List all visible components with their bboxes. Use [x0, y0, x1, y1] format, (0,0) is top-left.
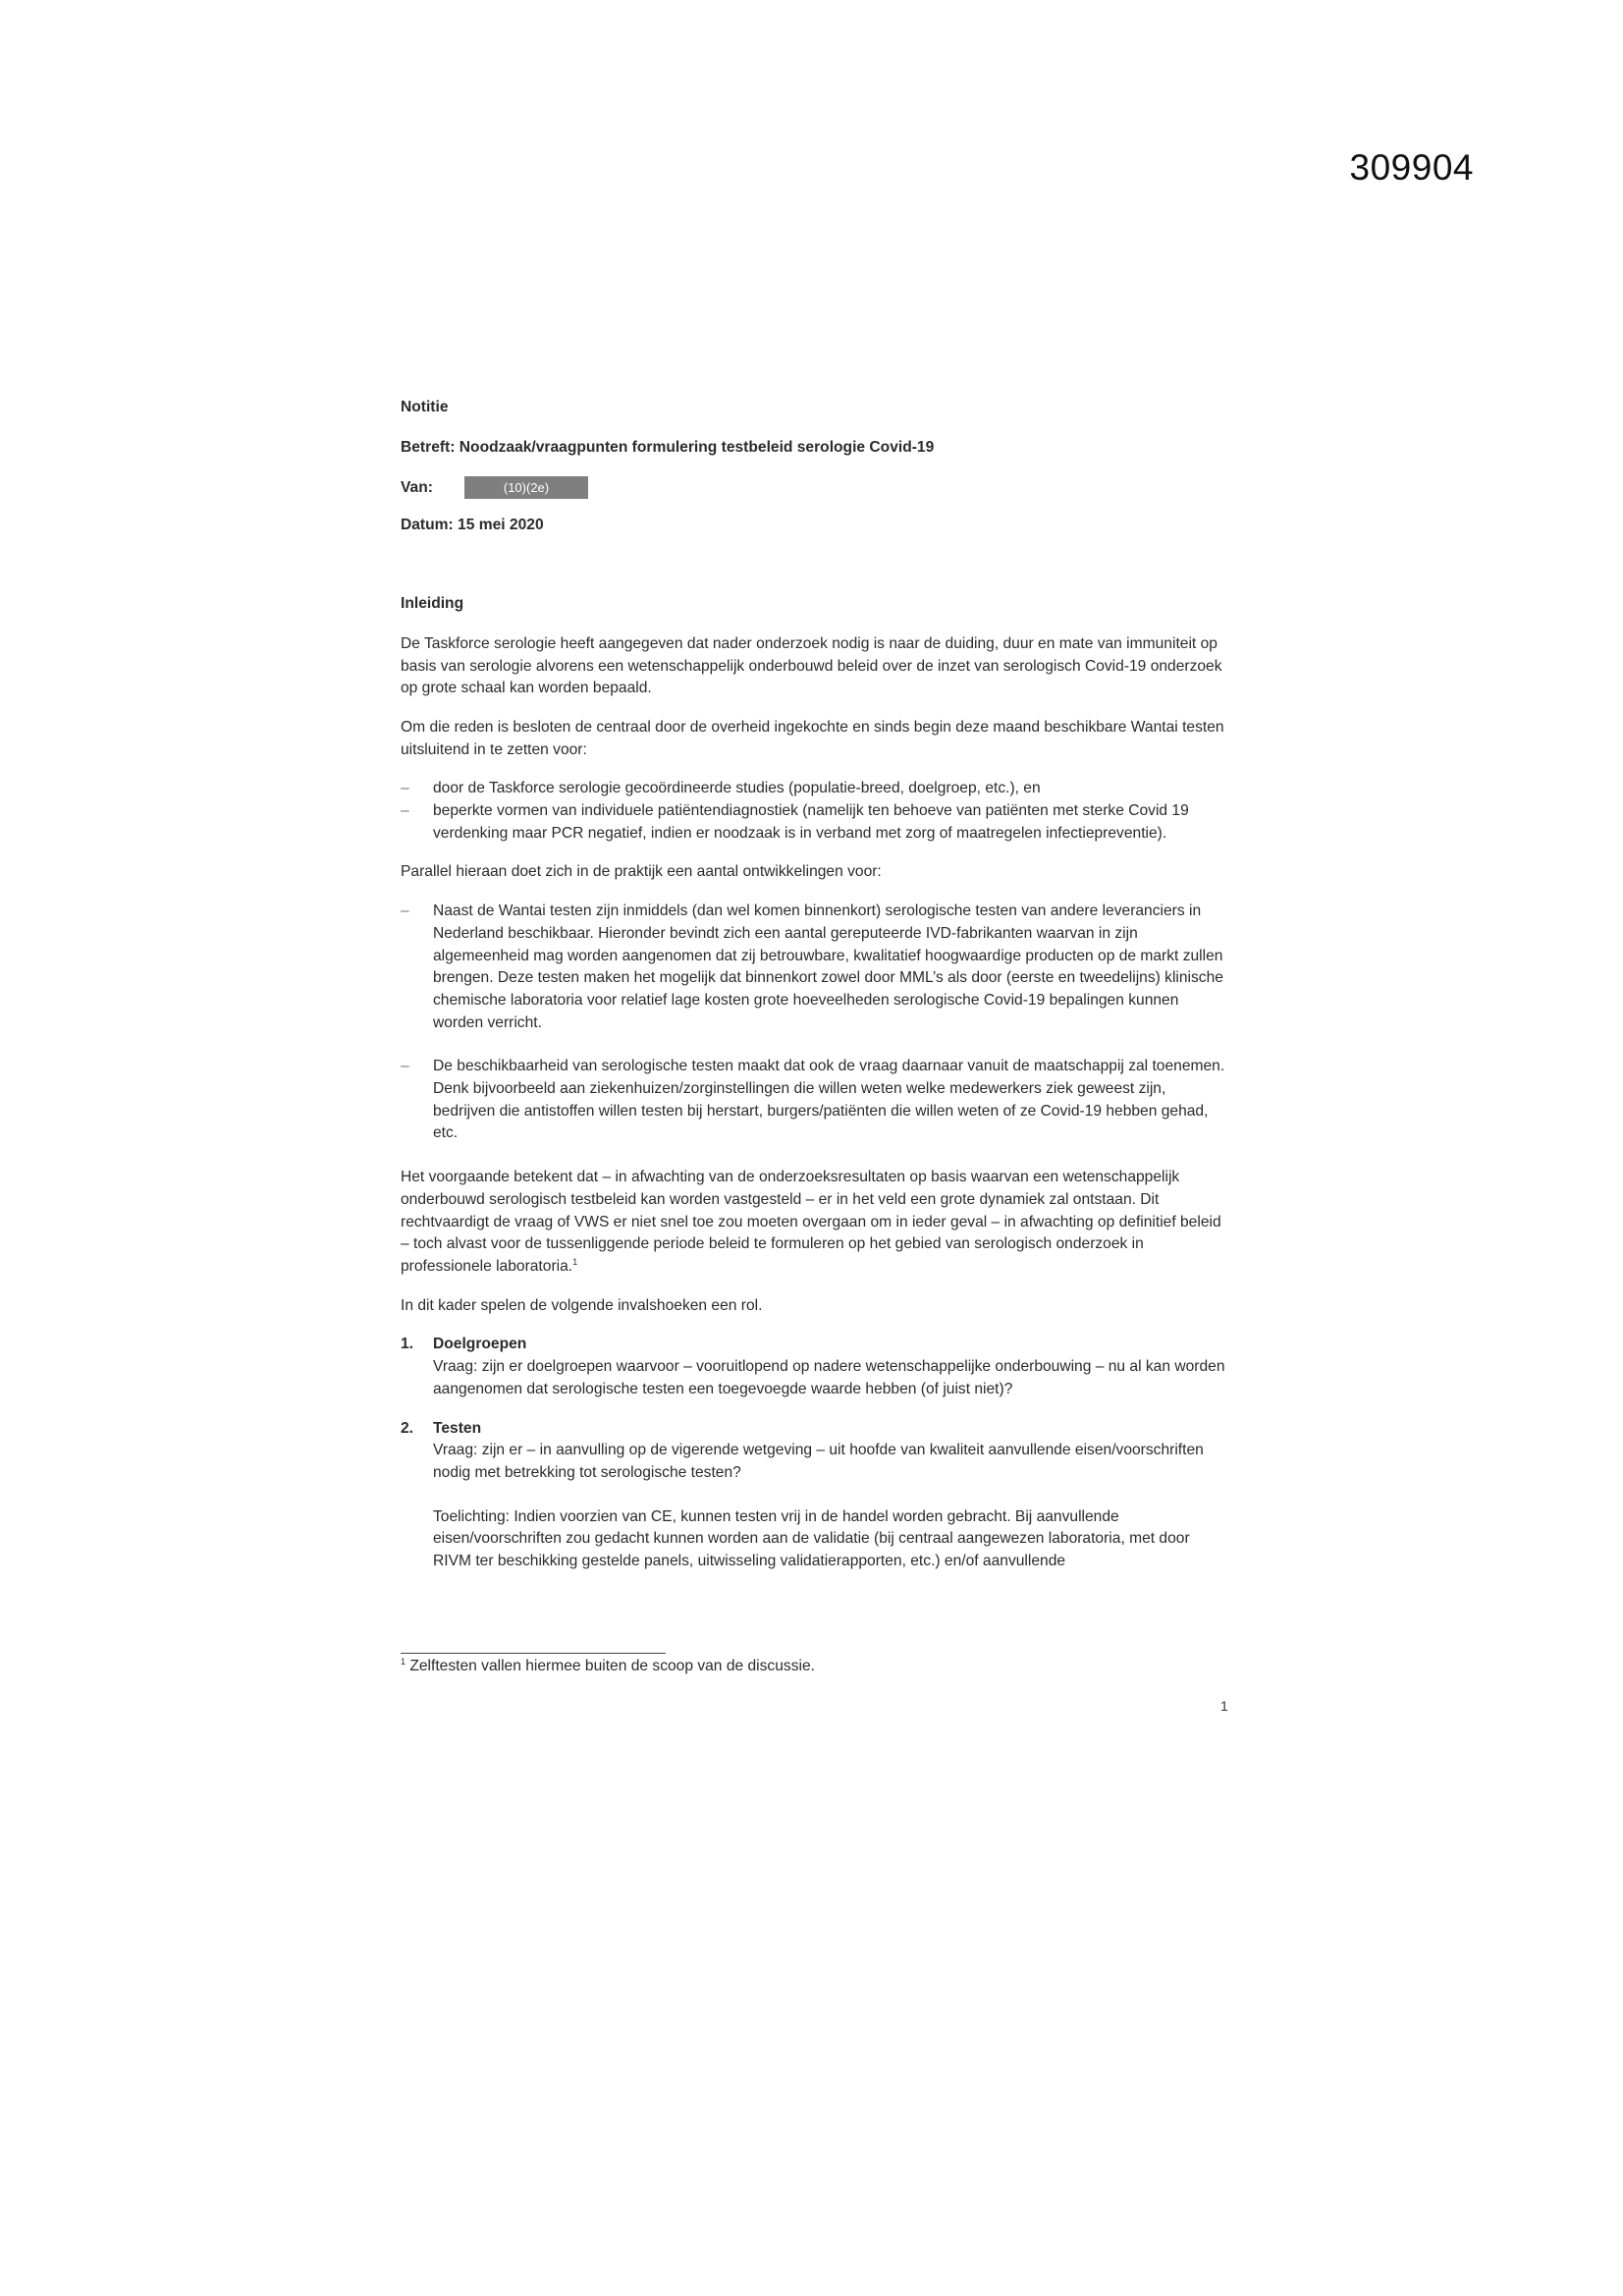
dash-bullet: – [401, 780, 409, 797]
document-body [401, 397, 1231, 1590]
section-title-inleiding: Inleiding [401, 595, 464, 613]
list-item [401, 1056, 1231, 1145]
questions-list [401, 1334, 1231, 1572]
usage-list [401, 778, 1231, 845]
footnote-text: Zelftesten vallen hiermee buiten de scoop van de discussie. [406, 1658, 815, 1674]
question-text: Vraag: zijn er – in aanvulling op de vigerende wetgeving – uit hoofde van kwaliteit aanvullende eisen/voorschriften nodig met betrekking tot serologische testen? [433, 1442, 1204, 1481]
redaction-box: (10)(2e) [464, 476, 588, 499]
paragraph-intro: De Taskforce serologie heeft aangegeven dat nader onderzoek nodig is naar de duiding, duur en mate van immuniteit op basis van serologie alvorens een wetenschappelijk onderbouwd beleid over de inzet van serologisch Covid-19 onderzoek op grote schaal kan worden bepaald. [401, 634, 1222, 697]
paragraph-framework: In dit kader spelen de volgende invalshoeken een rol. [401, 1296, 763, 1314]
list-item [401, 901, 1231, 1034]
paragraph-conclusion [401, 1167, 1231, 1279]
van-line [401, 476, 1231, 499]
document-number: 309904 [1349, 147, 1474, 188]
footnote [401, 1658, 815, 1675]
paragraph-conclusion-text: Het voorgaande betekent dat – in afwachting van de onderzoeksresultaten op basis waarvan een wetenschappelijk onderbouwd serologisch testbeleid kan worden vastgesteld – er in het veld een grote dynamiek zal ontstaan. Dit rechtvaardigt de vraag of VWS er niet snel toe zou moeten overgaan om in ieder geval – in afwachting op definitief beleid – toch alvast voor de tussenliggende periode beleid te formuleren op het gebied van serologisch onderzoek in professionele laboratoria. [401, 1169, 1221, 1275]
question-title: Testen [433, 1419, 482, 1437]
list-item [401, 800, 1231, 845]
dash-bullet: – [401, 1058, 409, 1075]
dash-bullet: – [401, 902, 409, 920]
question-item [401, 1334, 1231, 1400]
question-text: Vraag: zijn er doelgroepen waarvoor – vooruitlopend op nadere wetenschappelijke onderbouwing – nu al kan worden aangenomen dat serologische testen een toegevoegde waarde hebben (of juist niet)? [433, 1358, 1225, 1397]
question-title: Doelgroepen [433, 1336, 527, 1353]
list-item-text: De beschikbaarheid van serologische testen maakt dat ook de vraag daarnaar vanuit de maatschappij zal toenemen. Denk bijvoorbeeld aan ziekenhuizen/zorginstellingen die willen weten welke medewerkers ziek geweest zijn, bedrijven die antistoffen willen testen bij herstart, burgers/patiënten die willen weten of ze Covid-19 hebben gehad, etc. [433, 1058, 1225, 1142]
question-number: 1. [401, 1336, 414, 1353]
paragraph-reason: Om die reden is besloten de centraal door de overheid ingekochte en sinds begin deze maand beschikbare Wantai testen uitsluitend in te zetten voor: [401, 718, 1224, 758]
question-item [401, 1418, 1231, 1573]
question-explanation: Toelichting: Indien voorzien van CE, kunnen testen vrij in de handel worden gebracht. Bij aanvullende eisen/voorschriften zou gedacht kunnen worden aan de validatie (bij centraal aangewezen laboratoria, met door RIVM ter beschikking gestelde panels, uitwisseling validatierapporten, etc.) en/of aanvullende [433, 1507, 1190, 1570]
dash-bullet: – [401, 802, 409, 820]
datum-line: Datum: 15 mei 2020 [401, 517, 544, 534]
paragraph-parallel: Parallel hieraan doet zich in de praktijk een aantal ontwikkelingen voor: [401, 863, 882, 881]
developments-list [401, 901, 1231, 1145]
list-item-text: Naast de Wantai testen zijn inmiddels (dan wel komen binnenkort) serologische testen van andere leveranciers in Nederland beschikbaar. Hieronder bevindt zich een aantal gereputeerde IVD-fabrikanten waarvan in zijn algemeenheid mag worden aangenomen dat zij betrouwbare, kwalitatief hoogwaardige producten op de markt zullen brengen. Deze testen maken het mogelijk dat binnenkort zowel door MML’s als door (eerste en tweedelijns) klinische chemische laboratoria voor relatief lage kosten grote hoeveelheden serologische Covid-19 bepalingen kunnen worden verricht. [433, 902, 1223, 1031]
question-number: 2. [401, 1419, 414, 1437]
notitie-heading: Notitie [401, 399, 449, 415]
list-item-text: door de Taskforce serologie gecoördineerde studies (populatie-breed, doelgroep, etc.), en [433, 780, 1041, 797]
betreft-line: Betreft: Noodzaak/vraagpunten formulering testbeleid serologie Covid-19 [401, 438, 935, 456]
footnote-number: 1 [401, 1656, 406, 1667]
footnote-separator [401, 1653, 666, 1654]
footnote-ref[interactable]: 1 [572, 1256, 578, 1267]
list-item [401, 778, 1231, 800]
list-item-text: beperkte vormen van individuele patiëntendiagnostiek (namelijk ten behoeve van patiënten met sterke Covid 19 verdenking maar PCR negatief, indien er noodzaak is in verband met zorg of maatregelen infectiepreventie). [433, 802, 1189, 842]
van-label: Van: [401, 478, 433, 496]
page-number: 1 [1220, 1698, 1228, 1714]
